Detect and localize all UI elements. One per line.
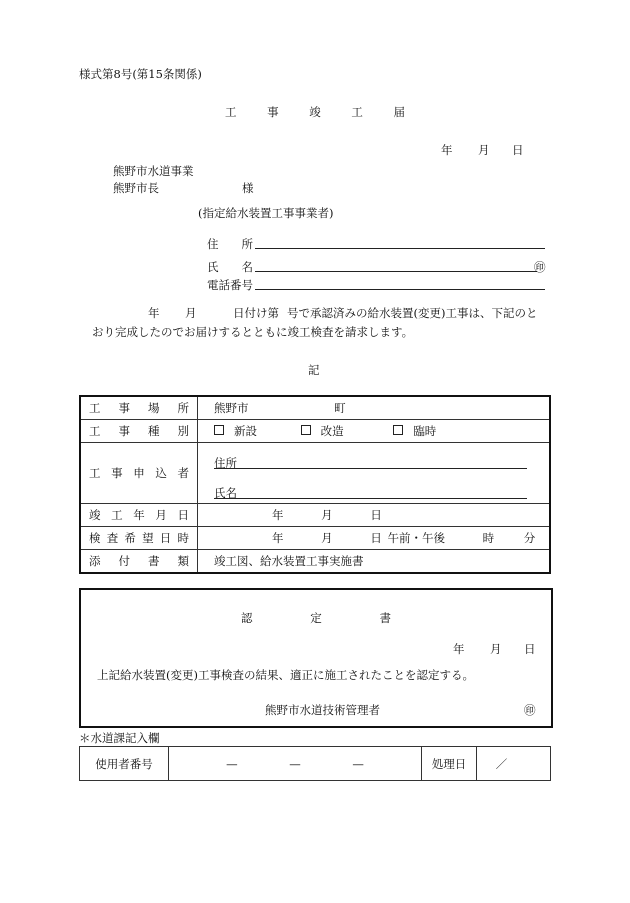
applicant-address-line[interactable] <box>214 468 527 469</box>
applicant-address-label: 住所 <box>214 456 237 470</box>
row-label <box>80 420 198 443</box>
body-number-text: 号で承認済みの給水装置(変更)工事は、下記のと <box>287 306 538 320</box>
month-text: 月 <box>321 508 333 522</box>
day-text: 日 <box>370 508 382 522</box>
certificate-signer: 熊野市水道技術管理者 <box>265 703 380 717</box>
date-header-year: 年 <box>441 143 453 157</box>
dash: — <box>289 756 301 771</box>
minute-text: 分 <box>523 531 536 545</box>
certificate-box <box>79 588 553 728</box>
checkbox-icon[interactable] <box>393 425 403 435</box>
option-label: 新設 <box>234 424 257 438</box>
table-row <box>80 443 550 504</box>
form-title <box>225 104 405 120</box>
construction-type-cell <box>198 420 551 443</box>
label-char: 付 <box>118 554 130 568</box>
month-text: 月 <box>321 531 333 545</box>
label-char: 日 <box>177 508 189 522</box>
label-char: 工 <box>111 508 123 522</box>
label-char: 希 <box>124 531 136 545</box>
table-row <box>80 420 550 443</box>
row-label <box>80 504 198 527</box>
title-char: 工 <box>225 105 237 119</box>
label-char: 込 <box>155 466 167 480</box>
label-char: 所 <box>177 401 189 415</box>
label-char: 時 <box>177 531 189 545</box>
date-header-month: 月 <box>478 143 490 157</box>
construction-location-cell[interactable] <box>198 396 551 420</box>
body-year: 年 <box>148 306 160 320</box>
attachments-text: 竣工図、給水装置工事実施書 <box>214 554 364 568</box>
table-row <box>80 504 550 527</box>
label-char: 類 <box>177 554 189 568</box>
dash: — <box>226 756 238 771</box>
row-label <box>80 443 198 504</box>
title-char: 工 <box>351 105 363 119</box>
title-char: 事 <box>267 105 279 119</box>
certificate-text: 上記給水装置(変更)工事検査の結果、適正に施工されたことを認定する。 <box>97 668 474 682</box>
contractor-label: (指定給水装置工事事業者) <box>198 206 334 220</box>
address-line[interactable] <box>255 248 545 249</box>
label-char: 検 <box>89 531 101 545</box>
table-row <box>80 747 551 781</box>
addressee-line1: 熊野市水道事業 <box>113 164 194 178</box>
form-number: 様式第8号(第15条関係) <box>79 67 202 81</box>
label-char: 望 <box>142 531 154 545</box>
checkbox-icon[interactable] <box>301 425 311 435</box>
title-char: 認 <box>241 611 253 625</box>
table-row <box>80 550 550 574</box>
addressee-honorific: 様 <box>242 181 254 195</box>
label-char: 事 <box>118 424 130 438</box>
label-char: 竣 <box>89 508 101 522</box>
completion-date-cell[interactable] <box>198 504 551 527</box>
date-slash: ／ <box>495 756 508 771</box>
water-dept-table <box>79 746 551 781</box>
option-renovation[interactable] <box>301 424 344 438</box>
title-char: 書 <box>379 611 391 625</box>
label-char: 者 <box>177 466 189 480</box>
row-label <box>80 550 198 574</box>
label-char: 種 <box>148 424 160 438</box>
row-label <box>80 396 198 420</box>
option-new[interactable] <box>214 424 257 438</box>
ki-mark: 記 <box>308 363 320 377</box>
phone-label: 電話番号 <box>207 278 253 292</box>
applicant-name-label: 氏名 <box>214 486 237 500</box>
certificate-title <box>241 610 391 626</box>
label-char: 年 <box>133 508 145 522</box>
label-char: 工 <box>89 466 101 480</box>
year-text: 年 <box>272 531 284 545</box>
table-row <box>80 396 550 420</box>
label-char: 別 <box>177 424 189 438</box>
dash: — <box>352 756 364 771</box>
processing-date-cell[interactable] <box>477 747 551 781</box>
body-month: 月 <box>185 306 197 320</box>
title-char: 竣 <box>309 105 321 119</box>
certificate-day: 日 <box>524 642 536 656</box>
label-char: 書 <box>148 554 160 568</box>
label-char: 工 <box>89 401 101 415</box>
city-text: 熊野市 <box>214 401 249 415</box>
phone-line[interactable] <box>255 289 545 290</box>
checkbox-icon[interactable] <box>214 425 224 435</box>
ampm-text: 午前・午後 <box>387 531 445 545</box>
title-char: 届 <box>393 105 405 119</box>
option-temporary[interactable] <box>393 424 436 438</box>
applicant-cell <box>198 443 551 504</box>
day-text: 日 <box>370 531 382 545</box>
address-label: 住 所 <box>207 237 253 251</box>
row-label <box>80 527 198 550</box>
seal-mark: ㊞ <box>534 260 546 274</box>
label-char: 工 <box>89 424 101 438</box>
table-row <box>80 527 550 550</box>
label-char: 事 <box>111 466 123 480</box>
date-header-day: 日 <box>512 143 524 157</box>
certificate-month: 月 <box>490 642 502 656</box>
label-char: 事 <box>118 401 130 415</box>
title-char: 定 <box>310 611 322 625</box>
option-label: 臨時 <box>413 424 437 438</box>
seal-mark: ㊞ <box>524 703 536 717</box>
label-char: 場 <box>148 401 160 415</box>
name-label: 氏 名 <box>207 260 253 274</box>
option-label: 改造 <box>320 424 344 438</box>
town-text: 町 <box>334 401 346 415</box>
label-char: 日 <box>159 531 172 545</box>
name-line[interactable] <box>255 271 537 272</box>
inspection-datetime-cell[interactable] <box>198 527 551 550</box>
label-char: 査 <box>106 531 119 545</box>
year-text: 年 <box>272 508 284 522</box>
body-day-ref: 日付け第 <box>233 306 279 320</box>
section-heading: ＊水道課記入欄 <box>79 731 160 745</box>
body-line2: おり完成したのでお届けするとともに竣工検査を請求します。 <box>92 325 414 339</box>
label-char: 添 <box>89 554 101 568</box>
user-number-cell[interactable] <box>169 747 422 781</box>
label-char: 申 <box>133 466 145 480</box>
addressee-line2: 熊野市長 <box>113 181 159 195</box>
attachments-cell <box>198 550 551 574</box>
applicant-name-line[interactable] <box>214 498 527 499</box>
construction-details-table <box>79 395 551 574</box>
user-number-label: 使用者番号 <box>80 747 169 781</box>
processing-date-label: 処理日 <box>422 747 477 781</box>
hour-text: 時 <box>482 531 495 545</box>
label-char: 月 <box>155 508 167 522</box>
certificate-year: 年 <box>453 642 465 656</box>
